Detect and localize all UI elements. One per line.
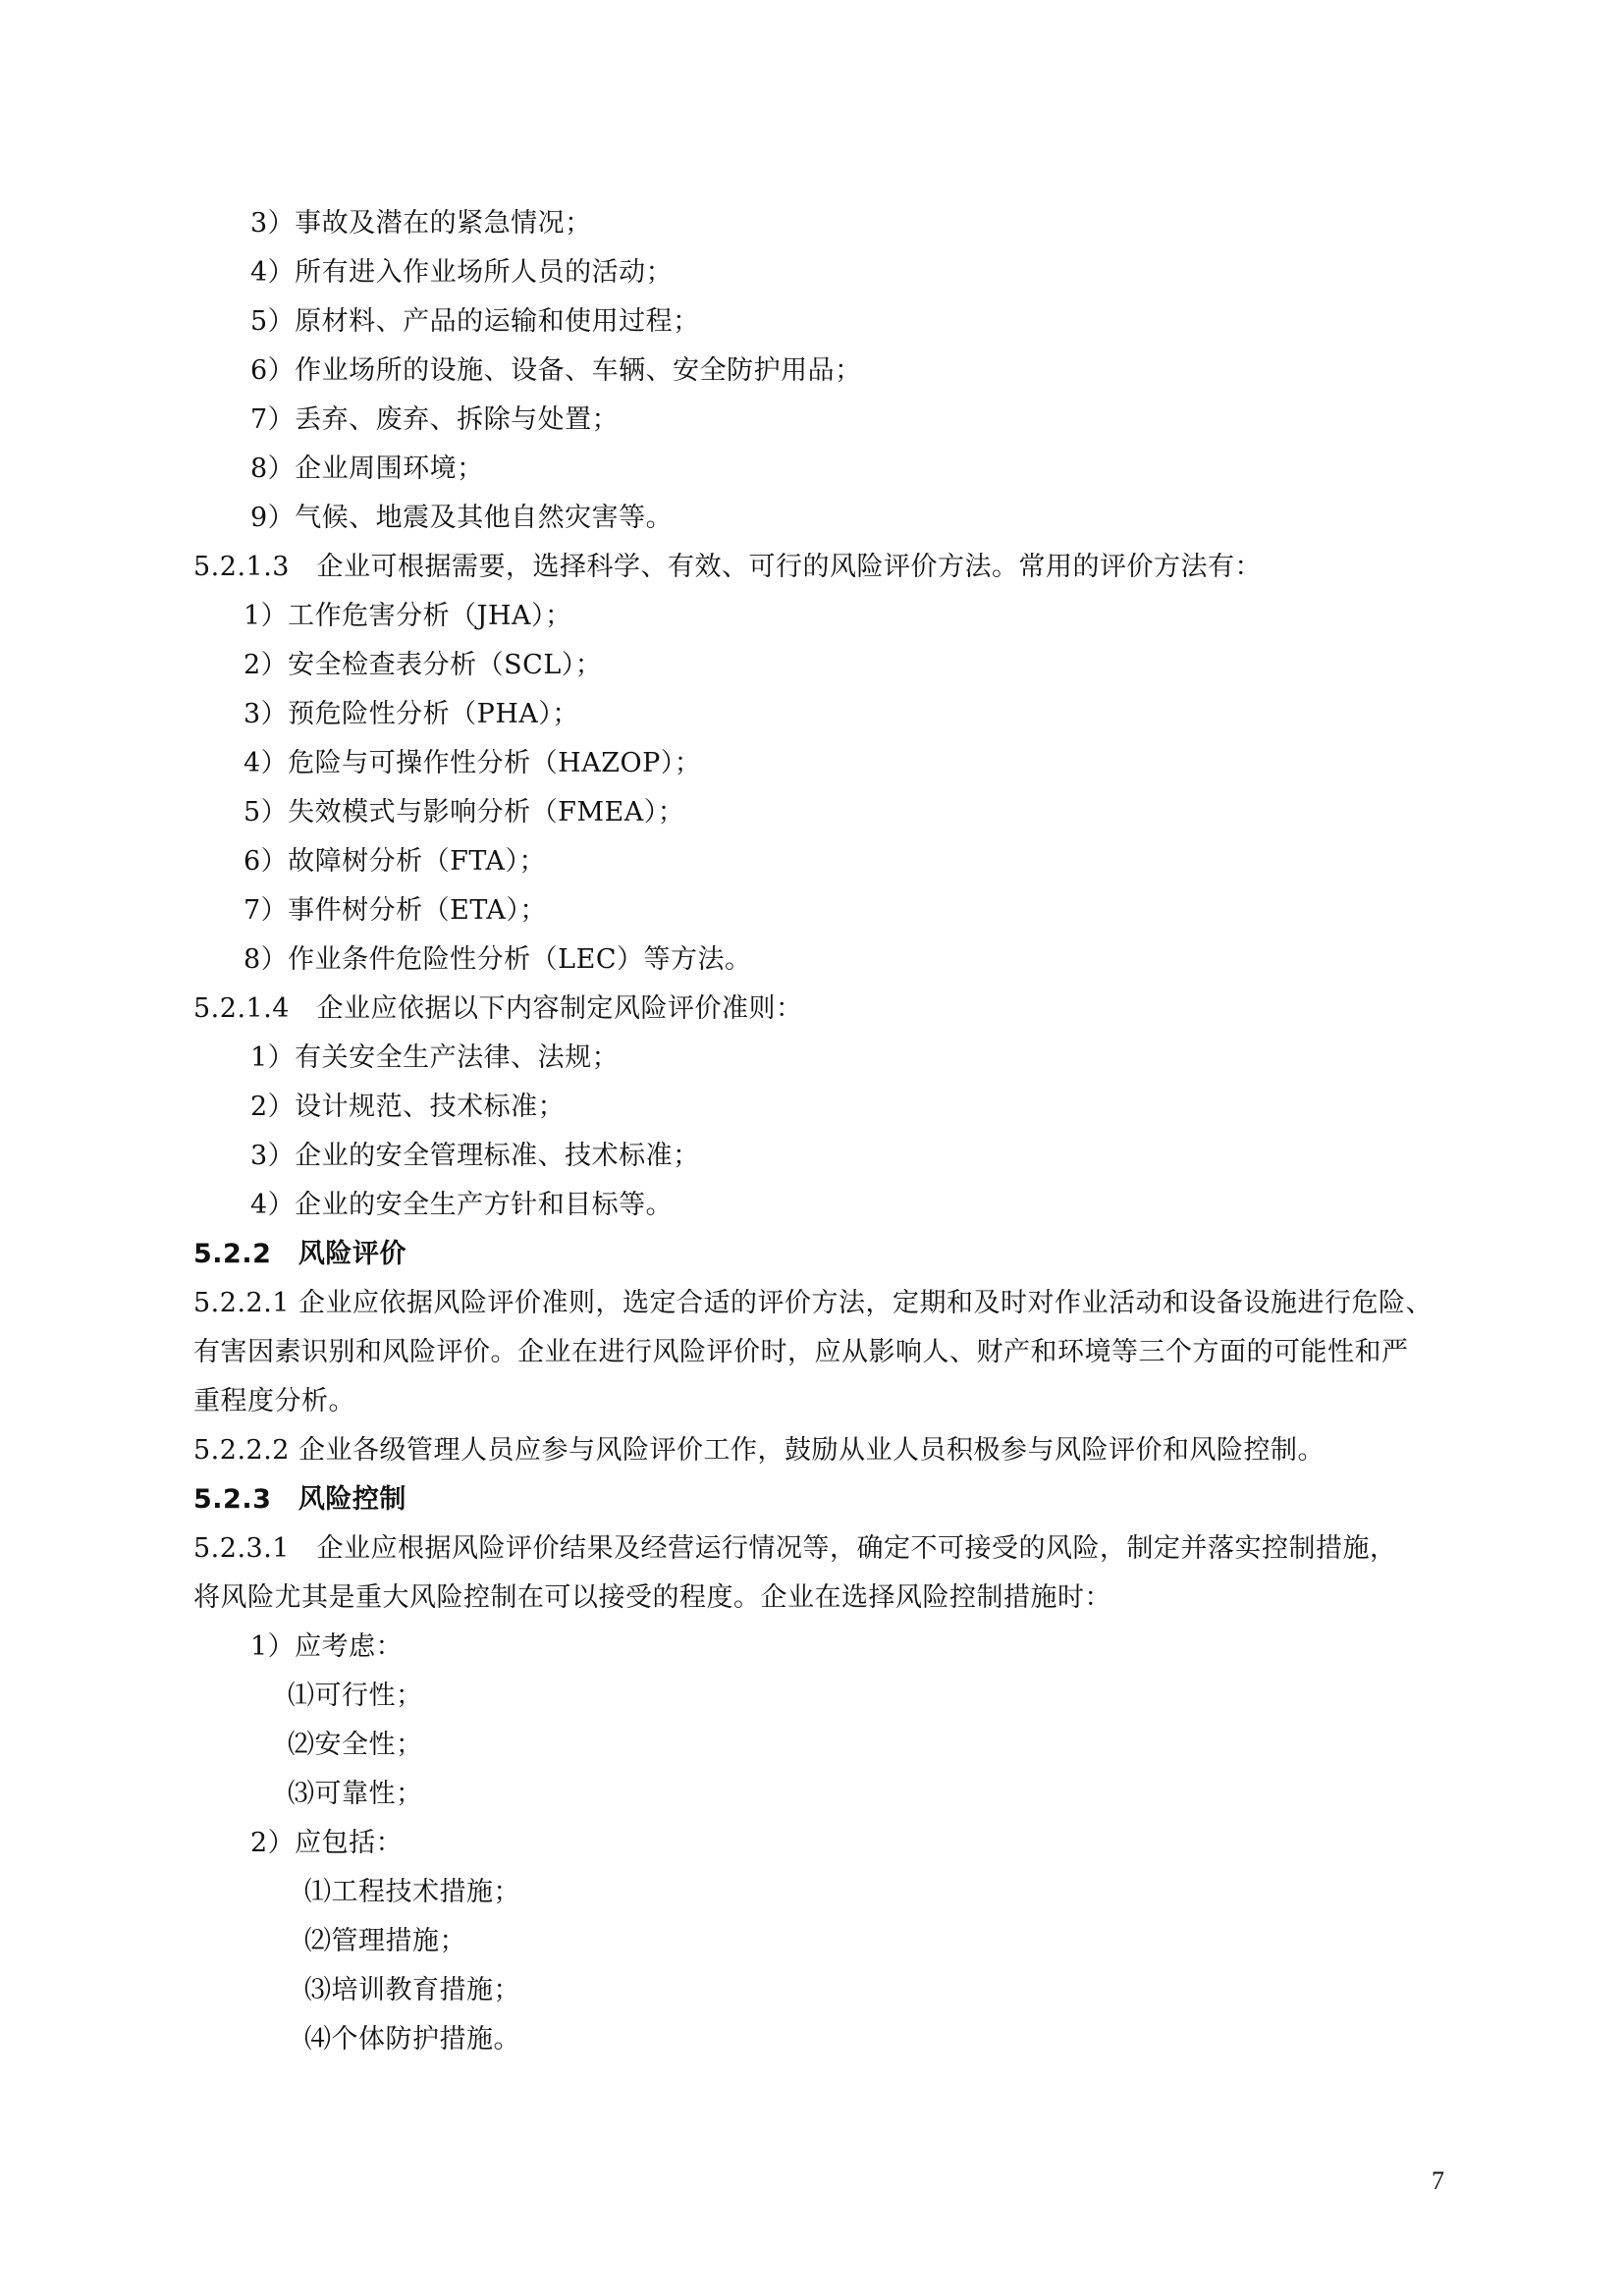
include-label: 2）应包括： [250, 1828, 404, 1858]
section-heading-5-2-2: 5.2.2 风险评价 [193, 1239, 406, 1269]
list-item: 7）丢弃、废弃、拆除与处置； [250, 404, 620, 435]
criteria-item: 1）有关安全生产法律、法规； [250, 1042, 620, 1073]
paragraph-5-2-2-2: 5.2.2.2 企业各级管理人员应参与风险评价工作，鼓励从业人员积极参与风险评价和风险控制。 [193, 1435, 1325, 1466]
criteria-item: 2）设计规范、技术标准； [250, 1092, 566, 1122]
method-item: 8）作业条件危险性分析（LEC）等方法。 [243, 944, 752, 975]
method-item: 7）事件树分析（ETA）； [243, 895, 547, 926]
consider-item: ⑶可靠性； [288, 1779, 423, 1809]
paragraph-line: 有害因素识别和风险评价。企业在进行风险评价时，应从影响人、财产和环境等三个方面的可能性和严 [193, 1337, 1409, 1367]
list-item: 8）企业周围环境； [250, 454, 484, 484]
paragraph-line: 重程度分析。 [193, 1386, 355, 1416]
list-item: 6）作业场所的设施、设备、车辆、安全防护用品； [250, 355, 862, 386]
method-item: 4）危险与可操作性分析（HAZOP）； [243, 748, 702, 778]
paragraph-line: 5.2.3.1 企业应根据风险评价结果及经营运行情况等，确定不可接受的风险，制定并落实控制措施， [193, 1533, 1397, 1564]
list-item: 9）气候、地震及其他自然灾害等。 [250, 503, 674, 533]
method-item: 2）安全检查表分析（SCL）； [243, 650, 603, 680]
include-item: ⑶培训教育措施； [304, 1975, 520, 2005]
paragraph-line: 将风险尤其是重大风险控制在可以接受的程度。企业在选择风险控制措施时： [193, 1582, 1111, 1613]
list-item: 4）所有进入作业场所人员的活动； [250, 257, 674, 288]
criteria-item: 4）企业的安全生产方针和目标等。 [250, 1190, 674, 1220]
list-item: 5）原材料、产品的运输和使用过程； [250, 306, 700, 337]
paragraph-line: 5.2.2.1 企业应依据风险评价准则，选定合适的评价方法，定期和及时对作业活动和设备设施进行危险、 [193, 1288, 1434, 1318]
include-item: ⑴工程技术措施； [304, 1877, 520, 1907]
section-heading-5-2-3: 5.2.3 风险控制 [193, 1484, 406, 1515]
consider-item: ⑵安全性； [288, 1730, 423, 1760]
clause-5-2-1-3: 5.2.1.3 企业可根据需要，选择科学、有效、可行的风险评价方法。常用的评价方法有： [193, 552, 1262, 582]
method-item: 6）故障树分析（FTA）； [243, 846, 546, 877]
method-item: 3）预危险性分析（PHA）； [243, 699, 579, 729]
consider-item: ⑴可行性； [288, 1681, 423, 1711]
method-item: 5）失效模式与影响分析（FMEA）； [243, 797, 685, 828]
method-item: 1）工作危害分析（JHA）； [243, 601, 572, 631]
clause-5-2-1-4: 5.2.1.4 企业应依据以下内容制定风险评价准则： [193, 993, 803, 1024]
criteria-item: 3）企业的安全管理标准、技术标准； [250, 1141, 700, 1171]
list-item: 3）事故及潜在的紧急情况； [250, 208, 592, 239]
include-item: ⑷个体防护措施。 [304, 2024, 520, 2055]
include-item: ⑵管理措施； [304, 1926, 466, 1956]
page-number: 7 [1432, 2166, 1445, 2195]
consider-label: 1）应考虑： [250, 1631, 404, 1662]
